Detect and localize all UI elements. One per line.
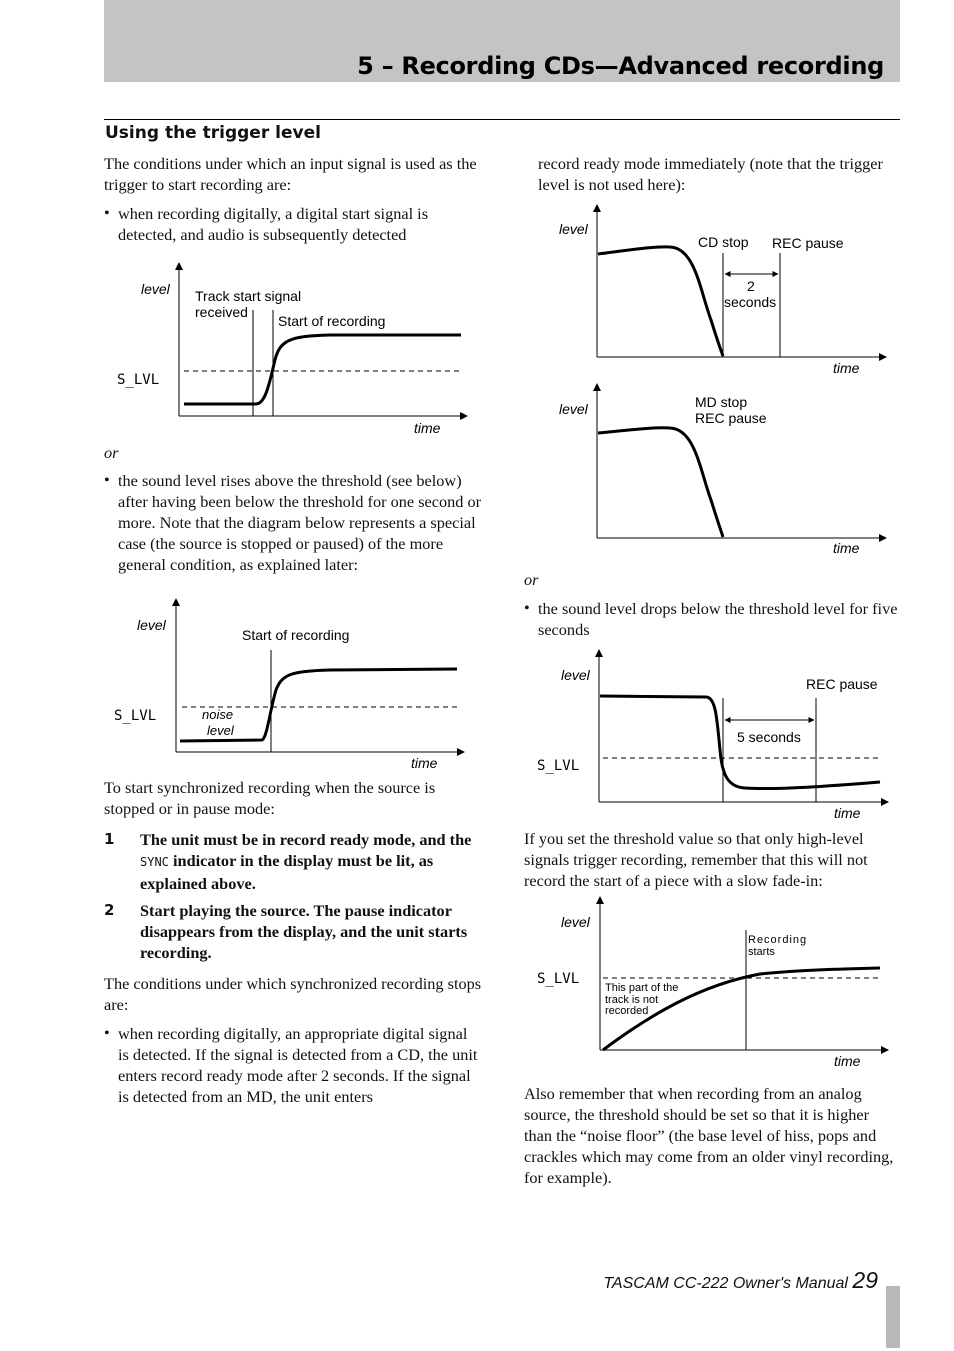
y-axis-label: level [561, 667, 590, 683]
x-axis-label: time [833, 540, 860, 556]
y-axis-label: level [559, 401, 588, 417]
chapter-title: 5 – Recording CDs—Advanced recording [357, 52, 884, 80]
md-stop-label: MD stop [695, 394, 748, 410]
threshold-label: S_LVL [114, 708, 157, 724]
track-start-label-1: Track start signal [195, 288, 302, 304]
diagram-slow-fade-in [600, 897, 888, 1050]
rec-pause-label: REC pause [806, 676, 878, 692]
cd-stop-label: CD stop [698, 234, 749, 250]
y-axis-label: level [561, 914, 590, 930]
bullet-dot: • [524, 598, 530, 617]
recording-starts-label-2: starts [748, 946, 775, 958]
noise-floor-paragraph: Also remember that when recording from an analog source, the threshold should be set so that it is higher than the “noise floor” (the base level of hiss, pops and crackles which may come from an older vinyl recording, for example). [524, 1084, 894, 1187]
manual-title: TASCAM CC-222 Owner's Manual [603, 1275, 848, 1292]
x-axis-label: time [411, 755, 438, 771]
threshold-label: S_LVL [537, 758, 580, 774]
diagram-digital-start-trigger [179, 263, 467, 416]
or-separator: or [104, 443, 119, 462]
bullet-digital-stop: when recording digitally, an appropriate digital signal is detected. If the signal is detected from a CD, the unit enters record ready mode after 2 seconds. If the signal is detected from an MD, the unit enters [118, 1024, 478, 1106]
x-axis-label: time [834, 1053, 861, 1069]
y-axis-label: level [559, 221, 588, 237]
page-footer [603, 1267, 878, 1294]
sync-indicator-label: SYNC [140, 855, 169, 869]
step-1-text: The unit must be in record ready mode, and the SYNC indicator in the display must be lit, as explained above. [140, 830, 472, 893]
page-edge-tab [886, 1286, 900, 1348]
start-of-recording-label: Start of recording [278, 313, 386, 329]
threshold-label: S_LVL [537, 971, 580, 987]
bullet-threshold-rise: the sound level rises above the threshold (see below) after having been below the threshold for one second or more. Note that the diagram below represents a special case (the source is stopped or paused) of the more general condition, as explained later: [118, 471, 482, 574]
y-axis-label: level [141, 281, 170, 297]
page-number: 29 [852, 1267, 878, 1293]
rec-pause-label: REC pause [772, 235, 844, 251]
bullet-threshold-drop: the sound level drops below the threshold level for five seconds [538, 599, 898, 639]
two-seconds-label-2: seconds [724, 294, 777, 310]
record-ready-continued: record ready mode immediately (note that the trigger level is not used here): [538, 154, 883, 194]
intro-paragraph: The conditions under which an input signal is used as the trigger to start recording are: [104, 154, 477, 194]
bullet-digital-start: when recording digitally, a digital start signal is detected, and audio is subsequently detected [118, 204, 429, 244]
bullet-dot: • [104, 203, 110, 222]
not-recorded-label-1: This part of the [605, 982, 679, 994]
threshold-label: S_LVL [117, 372, 160, 388]
step-2-text: Start playing the source. The pause indicator disappears from the display, and the unit starts recording. [140, 901, 468, 962]
section-title: Using the trigger level [105, 123, 321, 143]
noise-level-label-2: level [207, 723, 234, 738]
step-number: 1 [104, 830, 115, 848]
start-of-recording-label: Start of recording [242, 627, 350, 643]
diagram-five-second-drop [599, 650, 888, 802]
track-start-label-2: received [195, 304, 248, 320]
x-axis-label: time [833, 360, 860, 376]
sync-intro-paragraph: To start synchronized recording when the source is stopped or in pause mode: [104, 778, 436, 818]
diagram-cd-stop [597, 205, 886, 357]
bullet-dot: • [104, 1023, 110, 1042]
not-recorded-label-3: recorded [605, 1005, 649, 1017]
rec-pause-label: REC pause [695, 410, 767, 426]
not-recorded-label-2: track is not [605, 994, 659, 1006]
or-separator: or [524, 570, 539, 589]
bullet-dot: • [104, 470, 110, 489]
five-seconds-label: 5 seconds [737, 729, 801, 745]
stop-conditions-paragraph: The conditions under which synchronized recording stops are: [104, 974, 482, 1014]
x-axis-label: time [414, 420, 441, 436]
recording-starts-label-1: Recording [748, 934, 808, 946]
y-axis-label: level [137, 617, 166, 633]
two-seconds-label-1: 2 [747, 278, 755, 294]
fade-in-paragraph: If you set the threshold value so that only high-level signals trigger recording, remember that this will not record the start of a piece with a slow fade-in: [524, 829, 868, 890]
noise-level-label-1: noise [202, 707, 234, 722]
x-axis-label: time [834, 805, 861, 821]
step-number: 2 [104, 901, 115, 919]
